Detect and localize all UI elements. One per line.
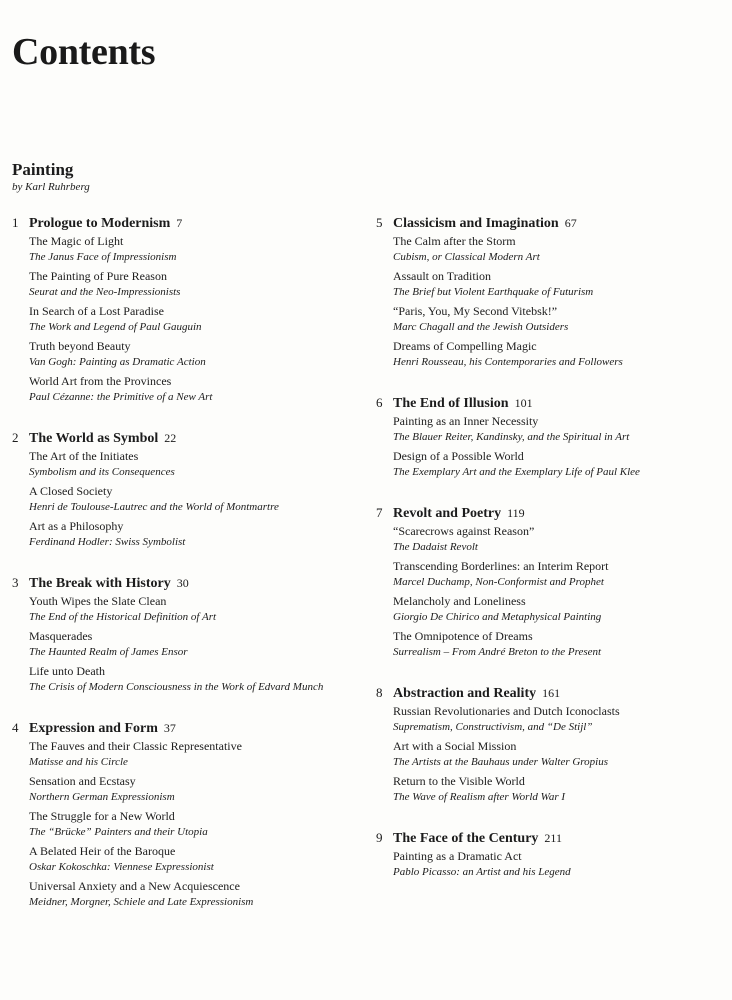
chapter-heading[interactable]: [376, 502, 716, 523]
chapter-page-number: 30: [176, 576, 189, 590]
entry-title: Sensation and Ecstasy: [29, 774, 136, 788]
entry-subtitle: The Crisis of Modern Consciousness in the Work of Edvard Munch: [29, 681, 324, 693]
toc-chapter: [376, 827, 716, 880]
chapter-number: 9: [376, 830, 383, 845]
entry-title: Painting as a Dramatic Act: [393, 849, 522, 863]
entry-subtitle: The Dadaist Revolt: [393, 541, 478, 553]
toc-chapter: [12, 427, 352, 550]
toc-chapter: [376, 392, 716, 480]
toc-entry[interactable]: [12, 518, 352, 550]
entry-subtitle: Henri de Toulouse-Lautrec and the World of Montmartre: [29, 501, 279, 513]
entry-subtitle: The Exemplary Art and the Exemplary Life of Paul Klee: [393, 466, 640, 478]
entry-title: Art with a Social Mission: [393, 739, 517, 753]
toc-entry[interactable]: [376, 738, 716, 770]
entry-title: Assault on Tradition: [393, 269, 492, 283]
entry-title: Design of a Possible World: [393, 449, 524, 463]
entry-subtitle: Marcel Duchamp, Non-Conformist and Prophet: [393, 576, 604, 588]
chapter-title: The Break with History: [29, 576, 171, 591]
entry-subtitle: Cubism, or Classical Modern Art: [393, 251, 540, 263]
section-byline: by Karl Ruhrberg: [12, 181, 90, 193]
toc-entry[interactable]: [12, 628, 352, 660]
entry-subtitle: Van Gogh: Painting as Dramatic Action: [29, 356, 206, 368]
entry-title: The Struggle for a New World: [29, 809, 175, 823]
toc-entry[interactable]: [12, 878, 352, 910]
entry-subtitle: The Artists at the Bauhaus under Walter Gropius: [393, 756, 609, 768]
toc-entry[interactable]: [12, 448, 352, 480]
entry-subtitle: Northern German Expressionism: [29, 791, 175, 803]
chapter-number: 8: [376, 685, 383, 700]
chapter-title: The End of Illusion: [393, 396, 509, 411]
entry-title: The Art of the Initiates: [29, 449, 139, 463]
entry-title: Life unto Death: [29, 664, 105, 678]
toc-entry[interactable]: [12, 843, 352, 875]
chapter-heading[interactable]: [376, 682, 716, 703]
entry-subtitle: Suprematism, Constructivism, and “De Stijl”: [393, 721, 593, 733]
entry-subtitle: Matisse and his Circle: [29, 756, 128, 768]
entry-title: The Calm after the Storm: [393, 234, 516, 248]
entry-subtitle: Oskar Kokoschka: Viennese Expressionist: [29, 861, 214, 873]
entry-subtitle: Seurat and the Neo-Impressionists: [29, 286, 181, 298]
chapter-title: Abstraction and Reality: [393, 686, 537, 701]
entry-subtitle: The Work and Legend of Paul Gauguin: [29, 321, 202, 333]
toc-chapter: [12, 717, 352, 910]
toc-entry[interactable]: [376, 558, 716, 590]
toc-entry[interactable]: [376, 848, 716, 880]
chapter-page-number: 211: [544, 831, 562, 845]
toc-entry[interactable]: [12, 338, 352, 370]
toc-chapter: [376, 682, 716, 805]
section-header: [12, 160, 90, 194]
entry-subtitle: Ferdinand Hodler: Swiss Symbolist: [29, 536, 186, 548]
entry-subtitle: The Janus Face of Impressionism: [29, 251, 177, 263]
entry-title: Universal Anxiety and a New Acquiescence: [29, 879, 240, 893]
entry-title: World Art from the Provinces: [29, 374, 172, 388]
toc-chapter: [12, 212, 352, 405]
entry-title: The Painting of Pure Reason: [29, 269, 167, 283]
toc-chapter: [376, 212, 716, 370]
chapter-title: Expression and Form: [29, 721, 158, 736]
chapter-number: 6: [376, 395, 383, 410]
section-title: Painting: [12, 160, 74, 179]
toc-entry[interactable]: [12, 773, 352, 805]
toc-entry[interactable]: [12, 373, 352, 405]
entry-subtitle: Surrealism – From André Breton to the Present: [393, 646, 602, 658]
entry-subtitle: Paul Cézanne: the Primitive of a New Art: [29, 391, 213, 403]
entry-title: Melancholy and Loneliness: [393, 594, 526, 608]
toc-entry[interactable]: [12, 593, 352, 625]
entry-subtitle: The Wave of Realism after World War I: [393, 791, 566, 803]
chapter-number: 5: [376, 215, 383, 230]
entry-subtitle: The Brief but Violent Earthquake of Futurism: [393, 286, 594, 298]
entry-title: Return to the Visible World: [393, 774, 525, 788]
chapter-title: The Face of the Century: [393, 831, 539, 846]
entry-subtitle: The End of the Historical Definition of Art: [29, 611, 217, 623]
entry-title: A Belated Heir of the Baroque: [29, 844, 176, 858]
chapter-title: The World as Symbol: [29, 431, 159, 446]
entry-title: Painting as an Inner Necessity: [393, 414, 539, 428]
entry-subtitle: Symbolism and its Consequences: [29, 466, 175, 478]
toc-chapter: [12, 572, 352, 695]
chapter-number: 3: [12, 575, 19, 590]
toc-entry[interactable]: [12, 303, 352, 335]
chapter-page-number: 67: [564, 216, 577, 230]
chapter-page-number: 101: [514, 396, 533, 410]
toc-entry[interactable]: [376, 338, 716, 370]
chapter-heading[interactable]: [12, 427, 352, 448]
entry-title: Art as a Philosophy: [29, 519, 124, 533]
toc-chapter: [376, 502, 716, 660]
entry-title: The Omnipotence of Dreams: [393, 629, 533, 643]
toc-entry[interactable]: [12, 738, 352, 770]
entry-subtitle: Henri Rousseau, his Contemporaries and Followers: [393, 356, 623, 368]
toc-entry[interactable]: [376, 593, 716, 625]
chapter-page-number: 22: [164, 431, 177, 445]
toc-entry[interactable]: [376, 523, 716, 555]
chapter-page-number: 119: [507, 506, 525, 520]
toc-entry[interactable]: [12, 808, 352, 840]
entry-title: The Magic of Light: [29, 234, 124, 248]
entry-subtitle: Marc Chagall and the Jewish Outsiders: [393, 321, 569, 333]
toc-entry[interactable]: [376, 628, 716, 660]
chapter-title: Classicism and Imagination: [393, 216, 559, 231]
chapter-heading[interactable]: [376, 392, 716, 413]
chapter-number: 7: [376, 505, 383, 520]
chapter-number: 4: [12, 720, 19, 735]
entry-title: A Closed Society: [29, 484, 113, 498]
chapter-title: Prologue to Modernism: [29, 216, 171, 231]
toc-column-left: [12, 212, 352, 932]
toc-column-right: [376, 212, 716, 902]
entry-title: “Scarecrows against Reason”: [393, 524, 535, 538]
chapter-number: 1: [12, 215, 19, 230]
entry-subtitle: The Haunted Realm of James Ensor: [29, 646, 188, 658]
chapter-heading[interactable]: [12, 572, 352, 593]
entry-title: “Paris, You, My Second Vitebsk!”: [393, 304, 558, 318]
entry-subtitle: The Blauer Reiter, Kandinsky, and the Spiritual in Art: [393, 431, 630, 443]
chapter-heading[interactable]: [376, 212, 716, 233]
chapter-heading[interactable]: [376, 827, 716, 848]
chapter-page-number: 161: [542, 686, 561, 700]
chapter-heading[interactable]: [12, 212, 352, 233]
page-title: Contents: [12, 31, 156, 73]
entry-subtitle: Pablo Picasso: an Artist and his Legend: [393, 866, 571, 878]
chapter-heading[interactable]: [12, 717, 352, 738]
entry-title: Russian Revolutionaries and Dutch Iconoclasts: [393, 704, 620, 718]
entry-subtitle: The “Brücke” Painters and their Utopia: [29, 826, 208, 838]
entry-subtitle: Meidner, Morgner, Schiele and Late Expressionism: [29, 896, 254, 908]
toc-entry[interactable]: [12, 483, 352, 515]
toc-entry[interactable]: [376, 233, 716, 265]
toc-entry[interactable]: [376, 413, 716, 445]
entry-title: Dreams of Compelling Magic: [393, 339, 537, 353]
entry-title: In Search of a Lost Paradise: [29, 304, 164, 318]
toc-entry[interactable]: [376, 448, 716, 480]
chapter-title: Revolt and Poetry: [393, 506, 502, 521]
toc-entry[interactable]: [376, 303, 716, 335]
toc-entry[interactable]: [12, 233, 352, 265]
toc-entry[interactable]: [376, 773, 716, 805]
entry-title: Truth beyond Beauty: [29, 339, 131, 353]
entry-title: Transcending Borderlines: an Interim Report: [393, 559, 609, 573]
entry-title: Masquerades: [29, 629, 93, 643]
toc-entry[interactable]: [12, 663, 352, 695]
chapter-page-number: 7: [176, 216, 183, 230]
chapter-page-number: 37: [163, 721, 176, 735]
entry-subtitle: Giorgio De Chirico and Metaphysical Painting: [393, 611, 602, 623]
chapter-number: 2: [12, 430, 19, 445]
toc-entry[interactable]: [376, 268, 716, 300]
toc-entry[interactable]: [12, 268, 352, 300]
entry-title: The Fauves and their Classic Representative: [29, 739, 242, 753]
toc-entry[interactable]: [376, 703, 716, 735]
entry-title: Youth Wipes the Slate Clean: [29, 594, 167, 608]
